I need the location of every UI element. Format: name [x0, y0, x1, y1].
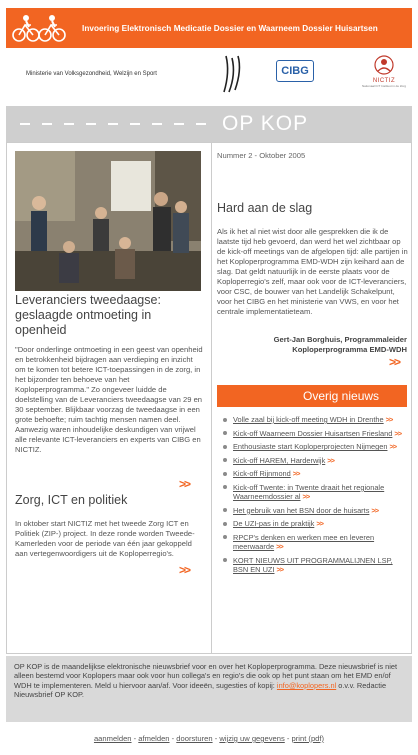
print-pdf-link[interactable]: print (pdf): [291, 734, 325, 743]
news-link[interactable]: Kick-off HAREM, Harderwijk: [233, 455, 326, 465]
news-link[interactable]: RPCP's denken en werken mee en leveren meerwaarde: [233, 532, 375, 552]
feature-more-link[interactable]: >>: [389, 355, 400, 369]
arrow-icon[interactable]: >>: [394, 428, 402, 438]
article2-title[interactable]: Zorg, ICT en politiek: [15, 493, 128, 507]
news-link[interactable]: Het gebruik van het BSN door de huisarts: [233, 505, 370, 515]
feature-title[interactable]: Hard aan de slag: [217, 201, 313, 215]
cibg-logo-icon: [276, 60, 314, 84]
news-link[interactable]: Enthousiaste start Koploperprojecten Nijmegen: [233, 442, 388, 452]
wijzig-gegevens-link[interactable]: wijzig uw gegevens: [219, 734, 285, 743]
link-separator: -: [212, 734, 220, 743]
list-item[interactable]: [223, 533, 409, 551]
footer-text-after: o.v.v. Redactie Nieuwsbrief OP KOP.: [14, 680, 387, 700]
feature-body: Als ik het al niet wist door alle gesprekken die ik de laatste tijd heb gevoerd, dan werd het wel zichtbaar op de kick-off meetings van de afgelopen tijd: alle partijen in het Koploperprogramma EMD-WDH zijn keihard aan de slag. Dat geldt natuurlijk in de eerste plaats voor de Koploperregio's zelf, maar ook voor de ICT-leveranciers, voor CSC, de bouwer van het Landelijk Schakelpunt, voor het CIBG en het ministerie van VWS, en voor het centrale implementatieteam.: [217, 227, 408, 316]
list-item[interactable]: [223, 456, 409, 465]
newsletter-content: [6, 142, 412, 654]
meeting-photo: [15, 151, 201, 291]
arrow-icon[interactable]: >>: [385, 415, 393, 424]
news-link[interactable]: KORT NIEUWS UIT PROGRAMMALIJNEN LSP, BSN EN UZI: [233, 555, 393, 574]
footer-text: OP KOP is de maandelijkse elektronische nieuwsbrief voor en over het Koploperprogramma. Deze nieuwsbrief is niet alleen bestemd voor Koplopers maar ook voor hun collega's en regio's die ook op het punt staan om het EMD en/of WDH te implementeren. Meld u hiervoor aan/af. Voor ideeën, sugesties of kopij:: [14, 662, 398, 690]
list-item[interactable]: [223, 506, 409, 515]
banner-title: Invoering Elektronisch Medicatie Dossier en Waarneem Dossier Huisartsen: [82, 23, 378, 33]
bullet-icon: [223, 508, 227, 512]
bullet-icon: [223, 522, 227, 526]
bullet-icon: [223, 458, 227, 462]
nictiz-logo-icon: [372, 54, 396, 76]
cibg-logo-text: CIBG: [276, 60, 314, 82]
bullet-icon: [223, 431, 227, 435]
logos-row: [6, 48, 412, 100]
bullet-icon: [223, 485, 227, 489]
feature-signature-name: Gert-Jan Borghuis, Programmaleider: [273, 335, 407, 344]
nictiz-logo: [362, 54, 406, 96]
link-separator: -: [284, 734, 292, 743]
news-link[interactable]: Kick-off Twente: in Twente draait het regionale Waarneemdossier al: [233, 482, 385, 502]
masthead-dashes: [20, 123, 206, 125]
arrow-icon[interactable]: >>: [302, 492, 310, 502]
bottom-links: [6, 734, 412, 743]
ministry-emblem-icon: [220, 52, 246, 96]
arrow-icon[interactable]: >>: [316, 519, 323, 529]
feature-signature-role: Koploperprogramma EMD-WDH: [292, 345, 407, 354]
masthead-band: [6, 106, 412, 142]
list-item[interactable]: [223, 519, 409, 528]
header-banner: [6, 8, 412, 48]
news-link[interactable]: De UZI-pas in de praktijk: [233, 519, 315, 529]
overig-nieuws-list: [223, 415, 409, 579]
article1-title[interactable]: Leveranciers tweedaagse: geslaagde ontmoeting in openheid: [15, 293, 161, 337]
nictiz-logo-subtext: Nationaal ICT Instituut in de Zorg: [362, 84, 406, 88]
ministry-name: Ministerie van Volksgezondheid, Welzijn en Sport: [26, 71, 157, 77]
list-item[interactable]: [223, 442, 409, 451]
news-link[interactable]: Volle zaal bij kick-off meeting WDH in Drenthe: [233, 415, 384, 424]
aanmelden-link[interactable]: aanmelden: [93, 734, 132, 743]
arrow-icon[interactable]: >>: [276, 542, 283, 552]
cyclists-logo-icon: [6, 8, 74, 48]
arrow-icon[interactable]: >>: [327, 455, 334, 465]
column-divider: [211, 143, 212, 653]
doorsturen-link[interactable]: doorsturen: [176, 734, 213, 743]
arrow-icon[interactable]: >>: [292, 469, 300, 479]
news-link[interactable]: Kick-off Rijnmond: [233, 469, 291, 479]
bullet-icon: [223, 418, 227, 422]
bullet-icon: [223, 558, 227, 562]
list-item[interactable]: [223, 556, 409, 574]
arrow-icon[interactable]: >>: [276, 564, 284, 574]
issue-number: Nummer 2 - Oktober 2005: [217, 151, 306, 160]
article1-body: "Door onderlinge ontmoeting in een geest van openheid en betrokkenheid bijdragen aan verdieping en inzicht om te komen tot betere ICT-toepassingen in de zorg, in het bijzonder ten behoeve van het Koploperprogramma." Zo ongeveer luidde de doelstelling van de Leveranciers tweedaagse van 29 en 30 september. Blijkbaar voorzag de tweedaagse in een grote behoefte; ruim tachtig mensen namen deel. Aanwezig waren inhoudelijke deskundigen van vrijwel alle relevante ICT-leveranciers en experts van CIBG en NICTIZ.: [15, 345, 203, 454]
article2-more-link[interactable]: >>: [179, 563, 190, 577]
list-item[interactable]: [223, 429, 409, 438]
link-separator: -: [169, 734, 177, 743]
footer: [6, 656, 412, 722]
arrow-icon[interactable]: >>: [389, 442, 397, 452]
arrow-icon[interactable]: >>: [371, 505, 379, 515]
article1-more-link[interactable]: >>: [179, 477, 190, 491]
list-item[interactable]: [223, 469, 409, 478]
link-separator: -: [131, 734, 139, 743]
contact-email-link[interactable]: info@koplopers.nl: [276, 680, 337, 690]
article2-body: In oktober start NICTIZ met het tweede Zorg ICT en Politiek (ZIP-) project. In deze ronde worden Tweede-Kamerleden voor de periode van één jaar gekoppeld aan vertegenwoordigers uit de Koploperregio's.: [15, 519, 195, 558]
bullet-icon: [223, 535, 227, 539]
list-item[interactable]: [223, 483, 409, 501]
news-link[interactable]: Kick-off Waarneem Dossier Huisartsen Friesland: [233, 428, 393, 438]
list-item[interactable]: [223, 415, 409, 424]
bullet-icon: [223, 445, 227, 449]
afmelden-link[interactable]: afmelden: [138, 734, 170, 743]
nictiz-logo-text: NICTIZ: [372, 78, 396, 84]
overig-nieuws-header: Overig nieuws: [217, 385, 407, 407]
bullet-icon: [223, 472, 227, 476]
masthead-title: OP KOP: [222, 112, 309, 135]
